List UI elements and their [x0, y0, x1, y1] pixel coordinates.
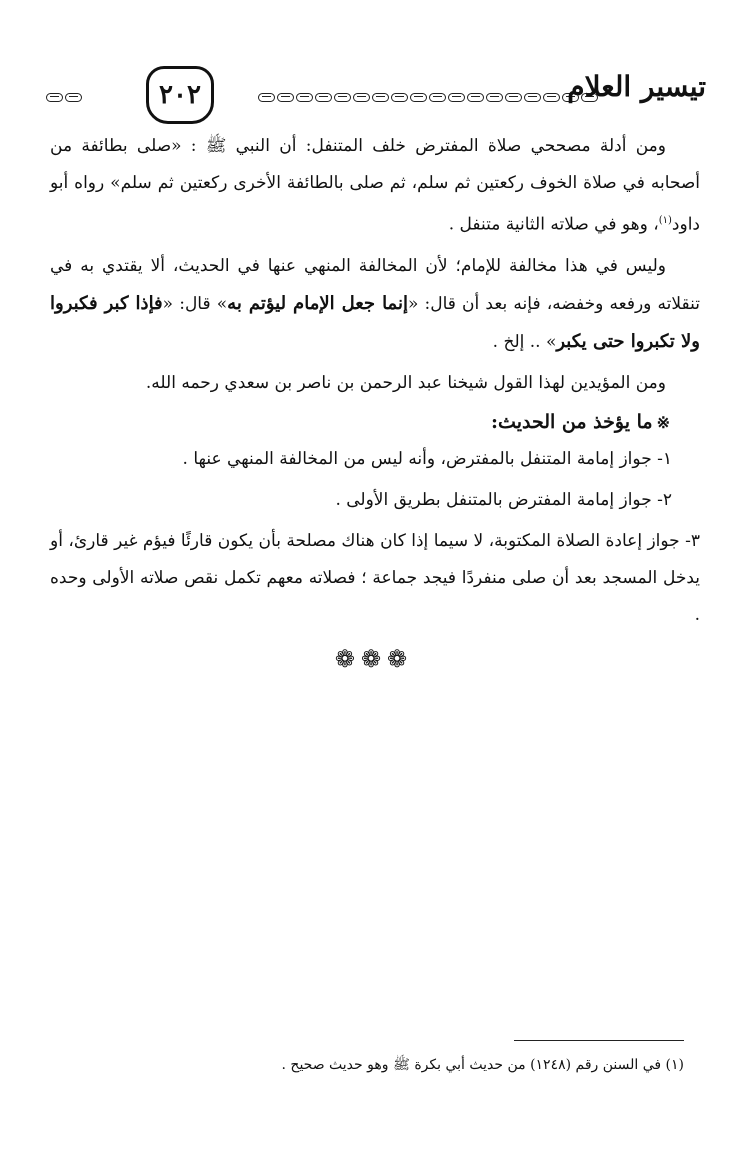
- book-title: تيسير العلام: [567, 70, 706, 103]
- page-number: ٢٠٢: [146, 66, 214, 124]
- flower-icon: ❁: [387, 645, 408, 673]
- ornament-link-icon: [524, 93, 541, 102]
- ornament-link-icon: [258, 93, 275, 102]
- section-end-ornament: [326, 647, 416, 671]
- ornament-link-icon: [448, 93, 465, 102]
- ornament-link-icon: [486, 93, 503, 102]
- paragraph-text: » قال: «: [162, 293, 228, 314]
- hadith-quote: فإذا كبر فكبروا ولا تكبروا حتى يكبر: [50, 292, 700, 352]
- hadith-quote: إنما جعل الإمام ليؤتم به: [227, 292, 408, 314]
- ornament-link-icon: [505, 93, 522, 102]
- paragraph-text-end: » .. إلخ .: [492, 331, 557, 352]
- ornament-link-icon: [315, 93, 332, 102]
- footnote: (١) في السنن رقم (١٢٤٨) من حديث أبي بكرة ﷺ وهو حديث صحيح .: [281, 1057, 684, 1073]
- ornament-link-icon: [410, 93, 427, 102]
- paragraph-text: ومن أدلة مصححي صلاة المفترض خلف المتنفل: أن النبي ﷺ : «صلى بطائفة من أصحابه في صلاة الخوف ركعتين ثم سلم، ثم صلى بالطائفة الأخرى ركعتين ثم سلم» رواه أبو داود: [50, 136, 700, 235]
- list-item: ١- جواز إمامة المتنفل بالمفترض، وأنه ليس من المخالفة المنهي عنها .: [182, 448, 672, 469]
- paragraph-supporters: ومن المؤيدين لهذا القول شيخنا عبد الرحمن بن ناصر بن سعدي رحمه الله.: [145, 372, 666, 393]
- ornament-link-icon: [467, 93, 484, 102]
- page-body: [50, 128, 700, 634]
- ornament-link-icon: [429, 93, 446, 102]
- paragraph-evidence: [50, 128, 700, 244]
- list-item: ٣- جواز إعادة الصلاة المكتوبة، لا سيما إذا كان هناك مصلحة بأن يكون قارئًا فيؤم غير قارئ، أو يدخل المسجد بعد أن صلى منفردًا فيجد جماعة ؛ فصلاته معهم تكمل نقص صلاته الأولى وحده .: [50, 530, 700, 625]
- list-item: ٢- جواز إمامة المفترض بالمتنفل بطريق الأولى .: [335, 489, 672, 510]
- ornament-link-icon: [46, 93, 63, 102]
- flower-icon: ❁: [334, 645, 355, 673]
- ornament-link-icon: [543, 93, 560, 102]
- page-header: [46, 66, 706, 130]
- ornament-link-icon: [296, 93, 313, 102]
- asterisk-icon: ※: [656, 412, 670, 432]
- ornament-link-icon: [391, 93, 408, 102]
- flower-icon: ❁: [360, 645, 382, 673]
- ornament-link-icon: [277, 93, 294, 102]
- header-ornament-chain: [258, 90, 604, 104]
- header-left-ornament: [46, 90, 86, 104]
- section-heading: [50, 404, 670, 441]
- footnote-divider: [514, 1040, 684, 1041]
- paragraph-text: وليس في هذا مخالفة للإمام؛ لأن المخالفة المنهي عنها في الحديث، ألا يقتدي به في تنقلاته ورفعه وخفضه، فإنه بعد أن قال: «: [50, 255, 700, 314]
- footnote-reference[interactable]: (١): [658, 215, 672, 226]
- paragraph-explanation: [50, 248, 700, 361]
- ornament-link-icon: [353, 93, 370, 102]
- ornament-link-icon: [372, 93, 389, 102]
- ornament-link-icon: [65, 93, 82, 102]
- paragraph-text-end: ، وهو في صلاته الثانية متنفل .: [448, 214, 659, 235]
- ornament-link-icon: [334, 93, 351, 102]
- section-heading-text: ما يؤخذ من الحديث:: [491, 410, 653, 433]
